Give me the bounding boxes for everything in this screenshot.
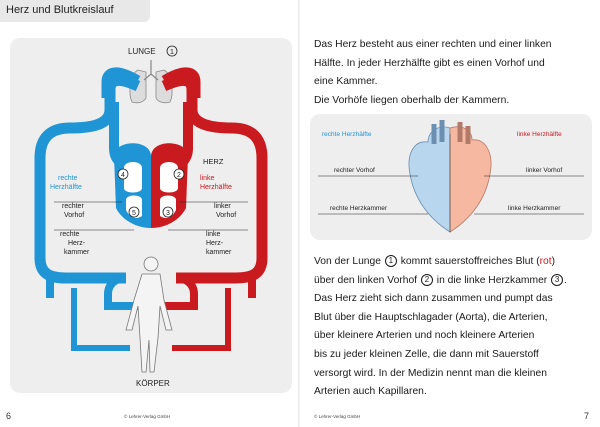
intro-line-2: Hälfte. In jeder Herzhälfte gibt es einen Vorhof und	[314, 57, 545, 69]
blue-body-vein-low	[74, 288, 130, 348]
number-3: 3	[166, 210, 170, 217]
left-copyright: © Lehrer-Verlag GmbH	[124, 414, 171, 419]
linker-vorhof-line2: Vorhof	[216, 212, 237, 219]
body-line-5: über kleinere Arterien und noch kleinere Arterien	[314, 330, 535, 342]
rechte-herzkammer-label: rechte Herzkammer	[330, 205, 388, 212]
intro-line-4: Die Vorhöfe liegen oberhalb der Kammern.	[314, 94, 510, 106]
body-line-3: Das Herz zieht sich dann zusammen und pumpt das	[314, 293, 553, 305]
linke-herzkammer-label: linke Herzkammer	[508, 205, 561, 212]
intro-line-1: Das Herz besteht aus einer rechten und einer linken	[314, 39, 552, 50]
number-1-badge: 1	[385, 255, 397, 267]
right-page-number: 7	[584, 411, 590, 421]
body-line-6: bis zu jeder kleinen Zelle, die dann mit Sauerstoff	[314, 348, 539, 360]
intro-paragraph	[314, 36, 589, 110]
circulation-diagram-panel	[10, 38, 292, 393]
herz-label: HERZ	[203, 157, 224, 166]
number-2-badge: 2	[421, 274, 433, 286]
left-page-number: 6	[6, 411, 12, 421]
page-title: Herz und Blutkreislauf	[6, 4, 114, 16]
body-line-1	[314, 253, 589, 272]
number-4: 4	[121, 172, 125, 179]
rechter-vorhof-line2: Vorhof	[64, 212, 85, 219]
header-tab	[0, 0, 150, 22]
rechte-herzhaelfte-label: rechte Herzhälfte	[322, 131, 372, 138]
body-line-2c: .	[564, 274, 567, 286]
red-body-artery-low	[172, 288, 228, 348]
lunge-number: 1	[170, 49, 174, 56]
circulation-diagram	[10, 38, 292, 393]
heart-diagram	[310, 114, 592, 240]
linke-herzhaelfte-line2: Herzhälfte	[200, 184, 232, 191]
body-line-7: versorgt wird. In der Medizin nennt man die kleinen	[314, 367, 547, 379]
linke-herzkammer-line2: Herz-	[206, 240, 224, 247]
number-5: 5	[132, 210, 136, 217]
lunge-label: LUNGE	[128, 47, 156, 56]
heart-diagram-panel	[310, 114, 592, 240]
body-line-2b: in die linke Herzkammer	[436, 274, 548, 286]
body-line-4: Blut über die Hauptschlagader (Aorta), die Arterien,	[314, 311, 548, 323]
right-copyright: © Lehrer-Verlag GmbH	[314, 414, 361, 419]
body-line-2a: über den linken Vorhof	[314, 274, 418, 286]
human-body-icon	[126, 257, 172, 372]
body-line-1c: )	[551, 256, 556, 267]
right-page	[300, 0, 600, 427]
rechte-herzkammer-line2: Herz-	[68, 240, 86, 247]
number-2: 2	[177, 172, 181, 179]
body-line-1b: kommt sauerstoffreiches Blut (	[400, 256, 540, 267]
body-line-1a: Von der Lunge	[314, 256, 381, 267]
body-line-8: Arterien auch Kapillaren.	[314, 386, 427, 398]
heart-icon	[114, 143, 188, 228]
linke-herzhaelfte-label: linke Herzhälfte	[517, 131, 562, 138]
rechter-vorhof-label: rechter Vorhof	[334, 167, 375, 174]
koerper-label: KÖRPER	[136, 379, 170, 388]
heart-drawing-icon	[409, 120, 491, 232]
rechte-herzhaelfte-line2: Herzhälfte	[50, 184, 82, 191]
rot-word: rot	[539, 256, 552, 267]
number-3-badge: 3	[551, 274, 563, 286]
linker-vorhof-line1: linker	[214, 203, 231, 210]
linke-herzkammer-line1: linke	[206, 231, 221, 238]
rechte-herzhaelfte-line1: rechte	[58, 175, 78, 182]
body-line-2	[314, 272, 589, 291]
body-paragraph	[314, 253, 589, 402]
linke-herzhaelfte-line1: linke	[200, 175, 215, 182]
linker-vorhof-label: linker Vorhof	[526, 167, 563, 174]
linke-herzkammer-line3: kammer	[206, 249, 232, 256]
intro-line-3: eine Kammer.	[314, 76, 378, 88]
rechter-vorhof-line1: rechter	[62, 203, 84, 210]
rechte-herzkammer-line3: kammer	[64, 249, 90, 256]
rechte-herzkammer-line1: rechte	[60, 231, 80, 238]
